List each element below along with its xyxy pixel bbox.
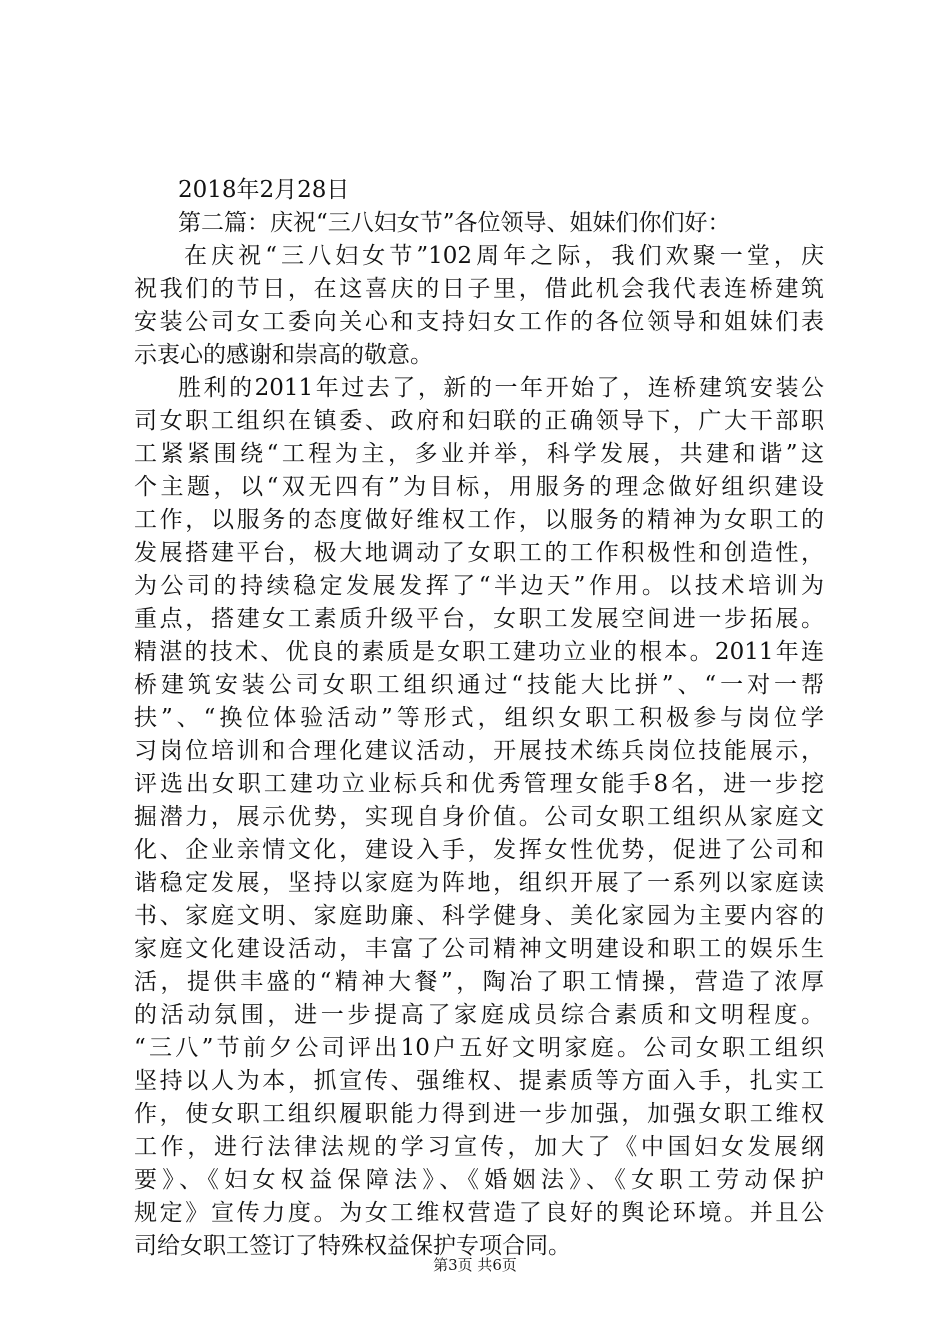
paragraph-2-line-22: 坚持以人为本，抓宣传、强维权、提素质等方面入手，扎实工: [134, 1068, 824, 1094]
paragraph-2-line-13: 评选出女职工建功立业标兵和优秀管理女能手8名，进一步挖: [134, 771, 824, 797]
paragraph-2-line-24: 工作，进行法律法规的学习宣传，加大了《中国妇女发展纲: [134, 1134, 824, 1160]
paragraph-2-line-8: 重点，搭建女工素质升级平台，女职工发展空间进一步拓展。: [134, 606, 824, 632]
paragraph-2-line-6: 发展搭建平台，极大地调动了女职工的工作积极性和创造性，: [134, 540, 824, 566]
paragraph-2-line-5: 工作，以服务的态度做好维权工作，以服务的精神为女职工的: [134, 507, 824, 533]
paragraph-2-line-4: 个主题，以“双无四有”为目标，用服务的理念做好组织建设: [134, 474, 824, 500]
paragraph-2-line-21: “三八”节前夕公司评出10户五好文明家庭。公司女职工组织: [134, 1035, 824, 1061]
paragraph-2-line-18: 家庭文化建设活动，丰富了公司精神文明建设和职工的娱乐生: [134, 936, 824, 962]
paragraph-2-line-9: 精湛的技术、优良的素质是女职工建功立业的根本。2011年连: [134, 639, 824, 665]
date-line: 2018年2月28日: [178, 177, 350, 203]
paragraph-1-line-4: 示衷心的感谢和崇高的敬意。: [134, 342, 433, 368]
section-heading-line: 第二篇：庆祝“三八妇女节”各位领导、姐妹们你们好：: [178, 210, 731, 236]
paragraph-2-line-12: 习岗位培训和合理化建议活动，开展技术练兵岗位技能展示，: [134, 738, 824, 764]
paragraph-2-line-20: 的活动氛围，进一步提高了家庭成员综合素质和文明程度。: [134, 1002, 824, 1028]
paragraph-2-line-14: 掘潜力，展示优势，实现自身价值。公司女职工组织从家庭文: [134, 804, 824, 830]
paragraph-2-line-2: 司女职工组织在镇委、政府和妇联的正确领导下，广大干部职: [134, 408, 824, 434]
paragraph-2-line-1: 胜利的2011年过去了，新的一年开始了，连桥建筑安装公: [178, 375, 824, 401]
paragraph-1-line-1: 在庆祝“三八妇女节”102周年之际，我们欢聚一堂，庆: [184, 243, 824, 269]
paragraph-2-line-11: 扶”、“换位体验活动”等形式，组织女职工积极参与岗位学: [134, 705, 824, 731]
paragraph-2-line-25: 要》、《妇女权益保障法》、《婚姻法》、《女职工劳动保护: [134, 1167, 824, 1193]
paragraph-2-line-15: 化、企业亲情文化，建设入手，发挥女性优势，促进了公司和: [134, 837, 824, 863]
paragraph-2-line-3: 工紧紧围绕“工程为主，多业并举，科学发展，共建和谐”这: [134, 441, 824, 467]
paragraph-2-line-27: 司给女职工签订了特殊权益保护专项合同。: [134, 1233, 571, 1259]
paragraph-1-line-2: 祝我们的节日，在这喜庆的日子里，借此机会我代表连桥建筑: [134, 276, 824, 302]
paragraph-2-line-16: 谐稳定发展，坚持以家庭为阵地，组织开展了一系列以家庭读: [134, 870, 824, 896]
paragraph-2-line-10: 桥建筑安装公司女职工组织通过“技能大比拼”、“一对一帮: [134, 672, 824, 698]
paragraph-1-line-3: 安装公司女工委向关心和支持妇女工作的各位领导和姐妹们表: [134, 309, 824, 335]
paragraph-2-line-17: 书、家庭文明、家庭助廉、科学健身、美化家园为主要内容的: [134, 903, 824, 929]
paragraph-2-line-26: 规定》宣传力度。为女工维权营造了良好的舆论环境。并且公: [134, 1200, 824, 1226]
paragraph-2-line-19: 活，提供丰盛的“精神大餐”，陶冶了职工情操，营造了浓厚: [134, 969, 824, 995]
paragraph-2-line-23: 作，使女职工组织履职能力得到进一步加强，加强女职工维权: [134, 1101, 824, 1127]
paragraph-2-line-7: 为公司的持续稳定发展发挥了“半边天”作用。以技术培训为: [134, 573, 824, 599]
page-number-footer: 第3页 共6页: [433, 1256, 517, 1274]
